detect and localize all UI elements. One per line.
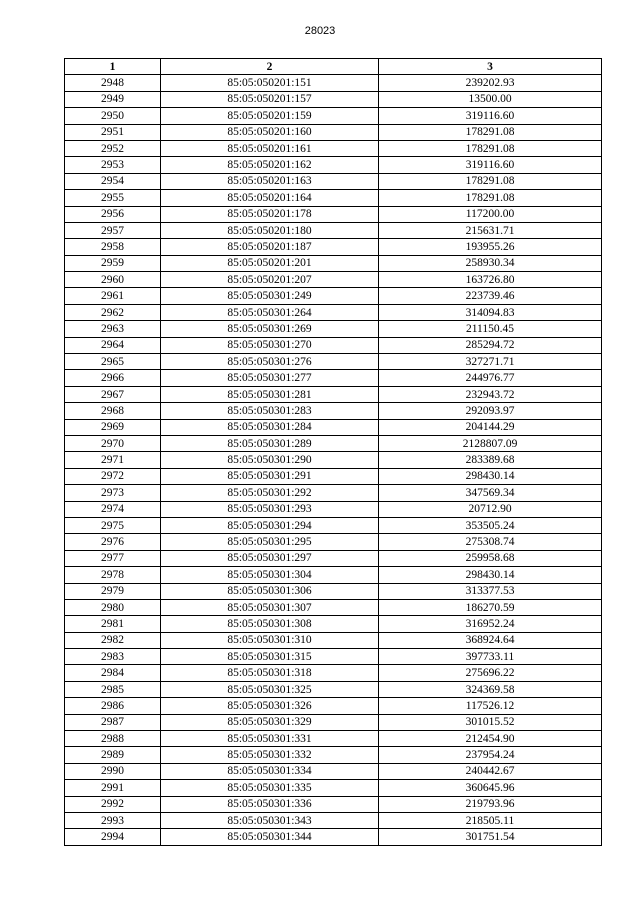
row-number-cell: 2967 [65,386,161,402]
cadastral-number-cell: 85:05:050301:318 [161,665,379,681]
cadastral-number-cell: 85:05:050301:284 [161,419,379,435]
row-number-cell: 2981 [65,616,161,632]
table-row [65,731,602,747]
row-number-cell: 2979 [65,583,161,599]
table-row [65,140,602,156]
row-number-cell: 2977 [65,550,161,566]
cadastral-number-cell: 85:05:050201:164 [161,190,379,206]
table-row [65,812,602,828]
row-number-cell: 2987 [65,714,161,730]
value-cell: 275696.22 [379,665,602,681]
value-cell: 240442.67 [379,763,602,779]
value-cell: 319116.60 [379,108,602,124]
value-cell: 20712.90 [379,501,602,517]
cadastral-number-cell: 85:05:050201:161 [161,140,379,156]
cadastral-number-cell: 85:05:050301:307 [161,599,379,615]
table-body [65,75,602,845]
cadastral-number-cell: 85:05:050301:334 [161,763,379,779]
row-number-cell: 2980 [65,599,161,615]
value-cell: 324369.58 [379,681,602,697]
table-row [65,108,602,124]
cadastral-number-cell: 85:05:050301:332 [161,747,379,763]
row-number-cell: 2970 [65,435,161,451]
table-row [65,370,602,386]
table-row [65,583,602,599]
cadastral-number-cell: 85:05:050301:293 [161,501,379,517]
value-cell: 347569.34 [379,485,602,501]
row-number-cell: 2982 [65,632,161,648]
table-row [65,354,602,370]
table-row [65,665,602,681]
table-row [65,403,602,419]
column-header-2: 2 [161,59,379,75]
page-number: 28023 [304,25,336,37]
row-number-cell: 2948 [65,75,161,91]
value-cell: 178291.08 [379,173,602,189]
table-row [65,91,602,107]
table-row [65,632,602,648]
value-cell: 353505.24 [379,517,602,533]
cadastral-number-cell: 85:05:050301:308 [161,616,379,632]
cadastral-number-cell: 85:05:050301:344 [161,829,379,845]
column-header-1: 1 [65,59,161,75]
row-number-cell: 2958 [65,239,161,255]
cadastral-number-cell: 85:05:050201:187 [161,239,379,255]
table-row [65,337,602,353]
cadastral-number-cell: 85:05:050301:292 [161,485,379,501]
table-row [65,567,602,583]
cadastral-number-cell: 85:05:050201:162 [161,157,379,173]
value-cell: 211150.45 [379,321,602,337]
value-cell: 397733.11 [379,649,602,665]
row-number-cell: 2994 [65,829,161,845]
row-number-cell: 2975 [65,517,161,533]
table-row [65,206,602,222]
table-row [65,550,602,566]
row-number-cell: 2974 [65,501,161,517]
row-number-cell: 2989 [65,747,161,763]
table-row [65,75,602,91]
table-row [65,747,602,763]
cadastral-number-cell: 85:05:050301:281 [161,386,379,402]
table-row [65,452,602,468]
value-cell: 178291.08 [379,190,602,206]
row-number-cell: 2950 [65,108,161,124]
column-header-3: 3 [379,59,602,75]
value-cell: 283389.68 [379,452,602,468]
value-cell: 368924.64 [379,632,602,648]
value-cell: 117200.00 [379,206,602,222]
table-row [65,435,602,451]
value-cell: 212454.90 [379,731,602,747]
row-number-cell: 2966 [65,370,161,386]
cadastral-number-cell: 85:05:050201:207 [161,272,379,288]
value-cell: 275308.74 [379,534,602,550]
value-cell: 204144.29 [379,419,602,435]
row-number-cell: 2972 [65,468,161,484]
row-number-cell: 2968 [65,403,161,419]
cadastral-number-cell: 85:05:050301:297 [161,550,379,566]
cadastral-number-cell: 85:05:050301:315 [161,649,379,665]
value-cell: 223739.46 [379,288,602,304]
row-number-cell: 2964 [65,337,161,353]
value-cell: 186270.59 [379,599,602,615]
row-number-cell: 2957 [65,222,161,238]
value-cell: 117526.12 [379,698,602,714]
table-row [65,173,602,189]
row-number-cell: 2949 [65,91,161,107]
table-row [65,124,602,140]
row-number-cell: 2993 [65,812,161,828]
row-number-cell: 2951 [65,124,161,140]
cadastral-number-cell: 85:05:050301:291 [161,468,379,484]
table-row [65,796,602,812]
value-cell: 316952.24 [379,616,602,632]
row-number-cell: 2963 [65,321,161,337]
cadastral-number-cell: 85:05:050301:295 [161,534,379,550]
header-row [65,59,602,75]
table-row [65,501,602,517]
value-cell: 319116.60 [379,157,602,173]
cadastral-number-cell: 85:05:050201:178 [161,206,379,222]
value-cell: 13500.00 [379,91,602,107]
table-row [65,321,602,337]
value-cell: 244976.77 [379,370,602,386]
value-cell: 292093.97 [379,403,602,419]
table-row [65,157,602,173]
table-row [65,419,602,435]
row-number-cell: 2991 [65,780,161,796]
cadastral-number-cell: 85:05:050301:276 [161,354,379,370]
row-number-cell: 2985 [65,681,161,697]
row-number-cell: 2986 [65,698,161,714]
value-cell: 219793.96 [379,796,602,812]
value-cell: 232943.72 [379,386,602,402]
row-number-cell: 2971 [65,452,161,468]
row-number-cell: 2953 [65,157,161,173]
cadastral-number-cell: 85:05:050301:290 [161,452,379,468]
cadastral-number-cell: 85:05:050201:157 [161,91,379,107]
row-number-cell: 2959 [65,255,161,271]
row-number-cell: 2984 [65,665,161,681]
value-cell: 178291.08 [379,124,602,140]
row-number-cell: 2983 [65,649,161,665]
value-cell: 2128807.09 [379,435,602,451]
table-row [65,485,602,501]
value-cell: 239202.93 [379,75,602,91]
row-number-cell: 2955 [65,190,161,206]
cadastral-number-cell: 85:05:050301:249 [161,288,379,304]
row-number-cell: 2969 [65,419,161,435]
table-row [65,534,602,550]
cadastral-number-cell: 85:05:050301:306 [161,583,379,599]
row-number-cell: 2961 [65,288,161,304]
value-cell: 313377.53 [379,583,602,599]
cadastral-number-cell: 85:05:050301:283 [161,403,379,419]
table-row [65,616,602,632]
row-number-cell: 2956 [65,206,161,222]
row-number-cell: 2962 [65,304,161,320]
table-row [65,714,602,730]
row-number-cell: 2960 [65,272,161,288]
value-cell: 193955.26 [379,239,602,255]
value-cell: 237954.24 [379,747,602,763]
value-cell: 259958.68 [379,550,602,566]
value-cell: 178291.08 [379,140,602,156]
cadastral-number-cell: 85:05:050201:201 [161,255,379,271]
data-table [64,58,602,846]
table-header [65,59,602,75]
table-row [65,222,602,238]
value-cell: 285294.72 [379,337,602,353]
value-cell: 218505.11 [379,812,602,828]
cadastral-number-cell: 85:05:050201:159 [161,108,379,124]
row-number-cell: 2988 [65,731,161,747]
cadastral-number-cell: 85:05:050301:304 [161,567,379,583]
value-cell: 301751.54 [379,829,602,845]
table-row [65,829,602,845]
cadastral-number-cell: 85:05:050301:331 [161,731,379,747]
table-row [65,190,602,206]
table-row [65,649,602,665]
table-row [65,272,602,288]
cadastral-number-cell: 85:05:050301:336 [161,796,379,812]
value-cell: 360645.96 [379,780,602,796]
cadastral-number-cell: 85:05:050301:326 [161,698,379,714]
value-cell: 298430.14 [379,567,602,583]
cadastral-number-cell: 85:05:050301:289 [161,435,379,451]
cadastral-number-cell: 85:05:050301:294 [161,517,379,533]
cadastral-number-cell: 85:05:050301:269 [161,321,379,337]
cadastral-number-cell: 85:05:050301:270 [161,337,379,353]
table-row [65,517,602,533]
row-number-cell: 2973 [65,485,161,501]
value-cell: 301015.52 [379,714,602,730]
cadastral-number-cell: 85:05:050301:264 [161,304,379,320]
table-row [65,599,602,615]
value-cell: 327271.71 [379,354,602,370]
table-row [65,304,602,320]
cadastral-number-cell: 85:05:050301:329 [161,714,379,730]
table-row [65,255,602,271]
cadastral-number-cell: 85:05:050201:160 [161,124,379,140]
row-number-cell: 2952 [65,140,161,156]
cadastral-number-cell: 85:05:050301:335 [161,780,379,796]
table-row [65,780,602,796]
value-cell: 163726.80 [379,272,602,288]
row-number-cell: 2992 [65,796,161,812]
row-number-cell: 2978 [65,567,161,583]
value-cell: 258930.34 [379,255,602,271]
cadastral-number-cell: 85:05:050201:180 [161,222,379,238]
value-cell: 215631.71 [379,222,602,238]
value-cell: 314094.83 [379,304,602,320]
row-number-cell: 2954 [65,173,161,189]
cadastral-number-cell: 85:05:050201:163 [161,173,379,189]
table-row [65,681,602,697]
cadastral-number-cell: 85:05:050301:310 [161,632,379,648]
cadastral-number-cell: 85:05:050301:325 [161,681,379,697]
table-row [65,698,602,714]
cadastral-number-cell: 85:05:050201:151 [161,75,379,91]
table-row [65,386,602,402]
row-number-cell: 2990 [65,763,161,779]
table-row [65,763,602,779]
cadastral-number-cell: 85:05:050301:343 [161,812,379,828]
row-number-cell: 2965 [65,354,161,370]
table-row [65,239,602,255]
table-row [65,468,602,484]
cadastral-number-cell: 85:05:050301:277 [161,370,379,386]
row-number-cell: 2976 [65,534,161,550]
table-row [65,288,602,304]
value-cell: 298430.14 [379,468,602,484]
